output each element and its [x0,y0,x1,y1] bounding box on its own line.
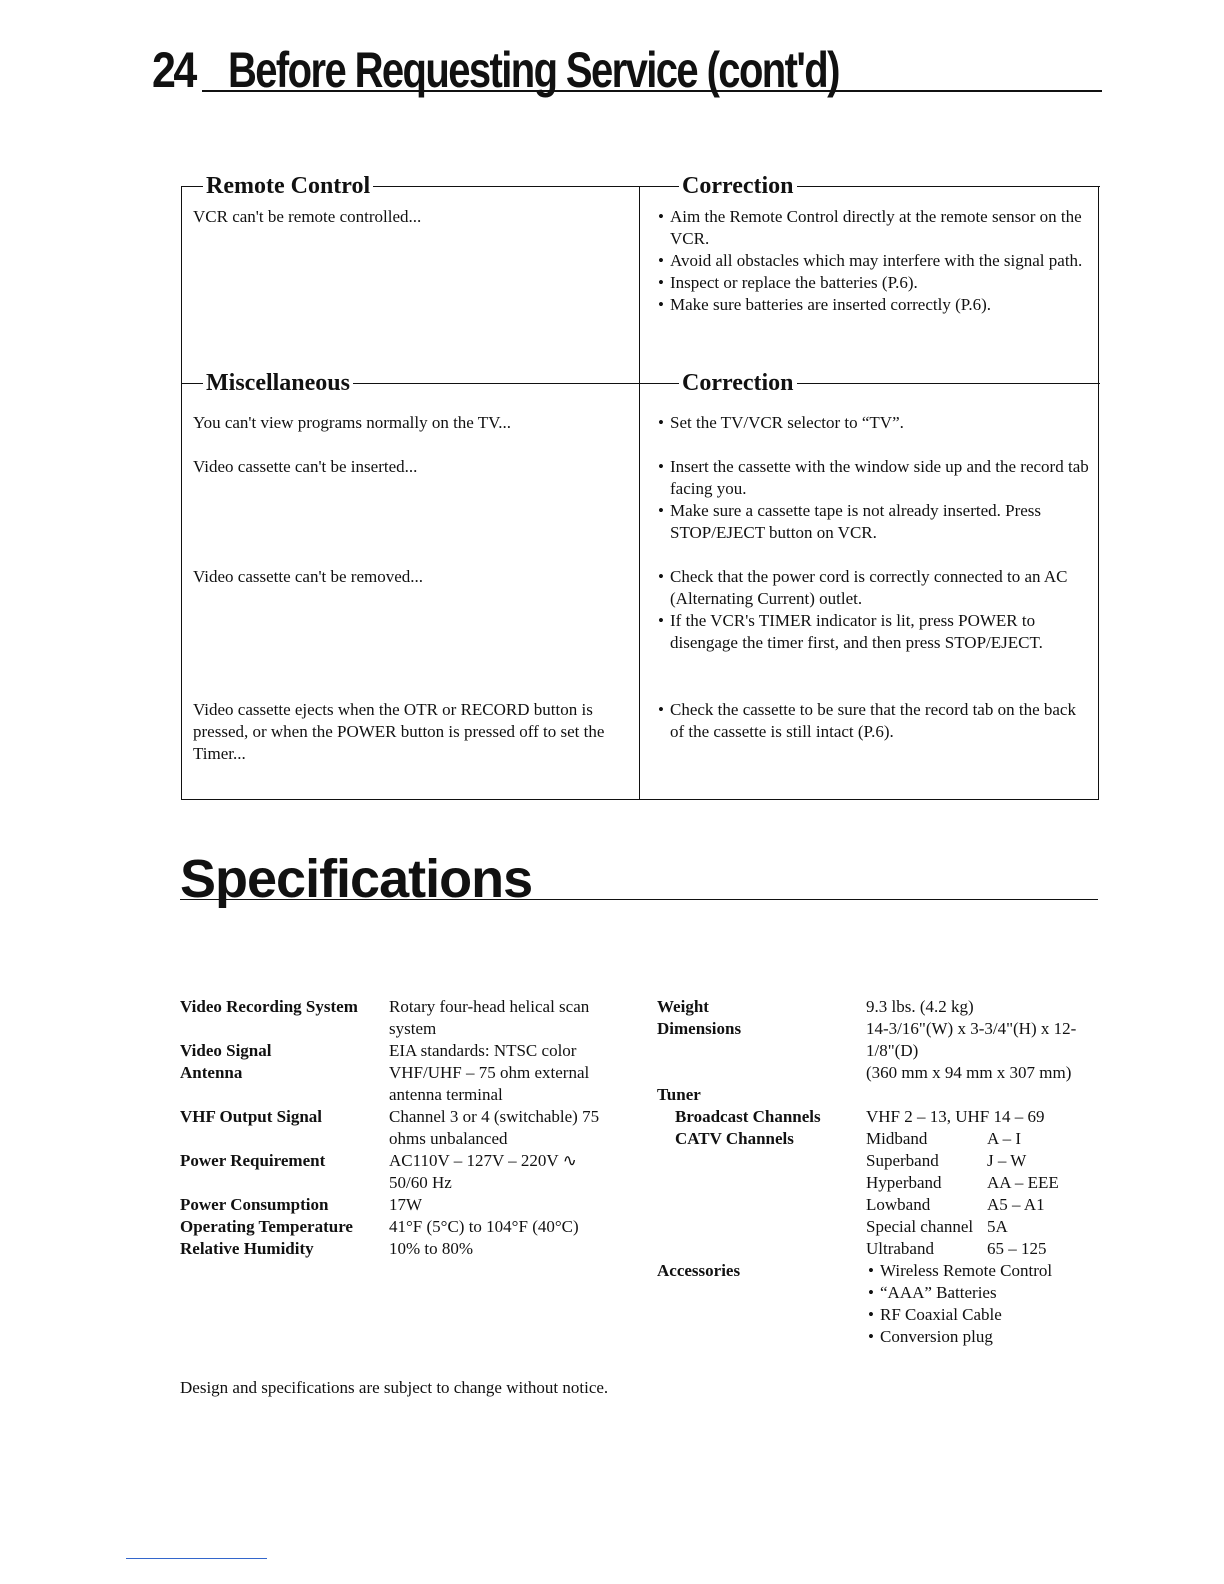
spec-value: VHF/UHF – 75 ohm external antenna terminal [389,1063,590,1104]
spec-value: AC110V – 127V – 220V ∿ 50/60 Hz [389,1151,577,1192]
spec-label: Antenna [180,1063,243,1082]
misc-problem-1: You can't view programs normally on the TV... [193,413,512,432]
misc-correction-heading: Correction [679,369,797,397]
list-item: • Insert the cassette with the window side up and the record tab facing you. [656,456,1092,500]
catv-band: Superband [866,1151,939,1170]
catv-band: Lowband [866,1195,931,1214]
list-item: • Wireless Remote Control [866,1260,1096,1282]
specifications-rule [180,899,1098,900]
broadcast-channels-label: Broadcast Channels [675,1107,821,1126]
list-item: • Conversion plug [866,1326,1096,1348]
catv-band: Midband [866,1129,928,1148]
spec-label: Power Consumption [180,1195,329,1214]
weight-value: 9.3 lbs. (4.2 kg) [866,997,974,1016]
spec-value: Rotary four-head helical scan system [389,997,590,1038]
page-number: 24 [152,42,195,98]
catv-channels-label: CATV Channels [675,1129,794,1148]
list-item: • Make sure batteries are inserted correctly (P.6). [656,294,1092,316]
bottom-rule [126,1558,267,1559]
catv-range: AA – EEE [987,1173,1059,1192]
catv-band: Hyperband [866,1173,942,1192]
misc-problem-3: Video cassette can't be removed... [193,567,424,586]
spec-label: Video Recording System [180,997,358,1016]
specifications-title: Specifications [180,849,533,909]
misc-corrections-3 [656,566,1092,654]
list-item: • Inspect or replace the batteries (P.6). [656,272,1092,294]
catv-range: 5A [987,1217,1008,1236]
remote-control-header [182,173,639,208]
footnote: Design and specifications are subject to change without notice. [180,1378,609,1397]
catv-range: A5 – A1 [987,1195,1045,1214]
spec-label: Relative Humidity [180,1239,314,1258]
specs-left-column [180,996,640,1276]
spec-label: Video Signal [180,1041,272,1060]
remote-control-heading: Remote Control [203,172,373,200]
catv-range: 65 – 125 [987,1239,1047,1258]
spec-label: Operating Temperature [180,1217,353,1236]
accessories-label: Accessories [657,1261,741,1280]
list-item: • Set the TV/VCR selector to “TV”. [656,412,1092,434]
misc-corrections-1 [656,412,1092,434]
catv-band: Ultraband [866,1239,934,1258]
list-item: • Avoid all obstacles which may interfere with the signal path. [656,250,1092,272]
list-item: • Check the cassette to be sure that the record tab on the back of the cassette is still intact (P.6). [656,699,1092,743]
weight-label: Weight [657,997,709,1016]
misc-corrections-2 [656,456,1092,544]
dimensions-value: 14-3/16"(W) x 3-3/4"(H) x 12-1/8"(D) [866,1019,1077,1060]
misc-corrections-4 [656,699,1092,743]
remote-corrections [656,206,1092,316]
spec-value: 41°F (5°C) to 104°F (40°C) [389,1217,579,1236]
list-item: • Check that the power cord is correctly connected to an AC (Alternating Current) outlet. [656,566,1092,610]
accessories-list [866,1260,1096,1348]
spec-label: Power Requirement [180,1151,326,1170]
spec-value: Channel 3 or 4 (switchable) 75 ohms unbalanced [389,1107,600,1148]
page-title: Before Requesting Service (cont'd) [228,42,839,98]
remote-correction-header [639,173,1100,208]
miscellaneous-heading: Miscellaneous [203,369,353,397]
catv-band: Special channel [866,1217,974,1236]
catv-range: A – I [987,1129,1021,1148]
tuner-label: Tuner [657,1085,701,1104]
troubleshooting-table [181,173,1099,800]
spec-label: VHF Output Signal [180,1107,323,1126]
dimensions-metric: (360 mm x 94 mm x 307 mm) [866,1063,1072,1082]
list-item: • RF Coaxial Cable [866,1304,1096,1326]
spec-value: 17W [389,1195,423,1214]
spec-value: 10% to 80% [389,1239,474,1258]
specs-right-column [657,996,1097,1356]
page-header [152,40,1102,100]
list-item: • If the VCR's TIMER indicator is lit, press POWER to disengage the timer first, and then press STOP/EJECT. [656,610,1092,654]
misc-correction-header [639,370,1100,405]
specifications-header [180,848,1098,908]
spec-value: EIA standards: NTSC color [389,1041,577,1060]
list-item: • Make sure a cassette tape is not already inserted. Press STOP/EJECT button on VCR. [656,500,1092,544]
column-divider [639,186,640,799]
remote-correction-heading: Correction [679,172,797,200]
misc-problem-4: Video cassette ejects when the OTR or RECORD button is pressed, or when the POWER button is pressed off to set the Timer... [193,700,605,763]
dimensions-label: Dimensions [657,1019,742,1038]
broadcast-channels-value: VHF 2 – 13, UHF 14 – 69 [866,1107,1045,1126]
remote-problem: VCR can't be remote controlled... [193,207,422,226]
list-item: • Aim the Remote Control directly at the remote sensor on the VCR. [656,206,1092,250]
miscellaneous-header [182,370,639,405]
misc-problem-2: Video cassette can't be inserted... [193,457,418,476]
catv-range: J – W [987,1151,1027,1170]
list-item: • “AAA” Batteries [866,1282,1096,1304]
